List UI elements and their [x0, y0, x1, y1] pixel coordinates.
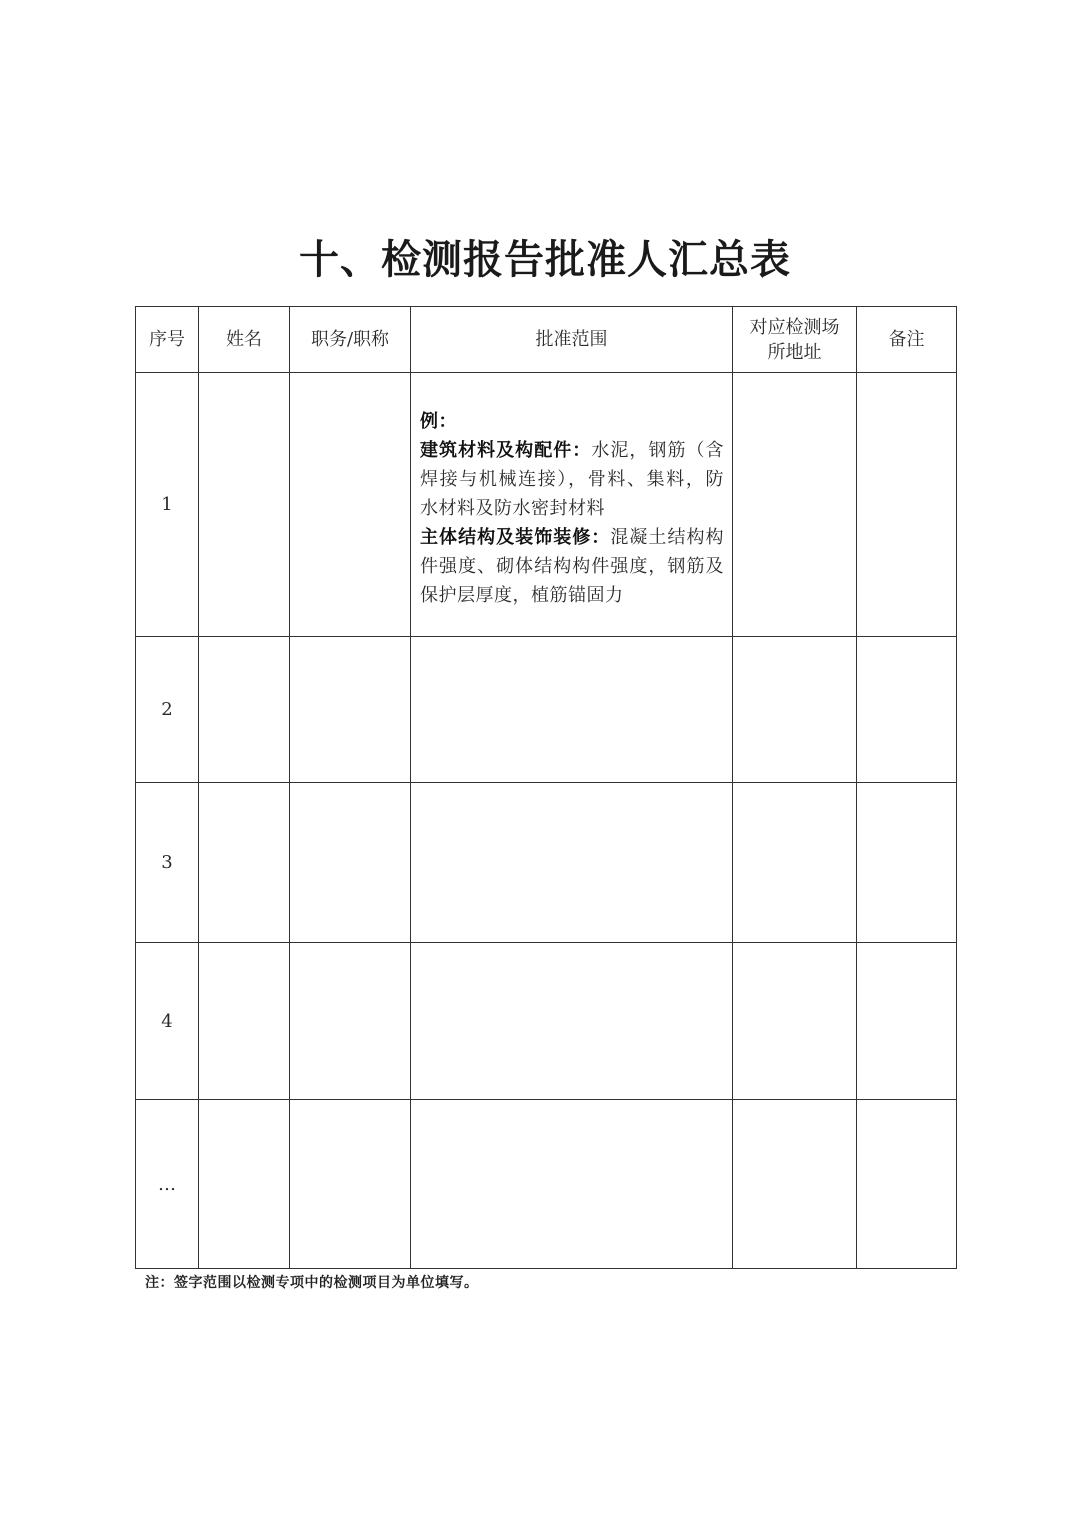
header-site-address [733, 307, 857, 373]
name-cell[interactable] [199, 637, 290, 783]
approver-summary-table [135, 306, 957, 1269]
header-seq: 序号 [136, 307, 199, 373]
header-name: 姓名 [199, 307, 290, 373]
seq-cell: 3 [136, 783, 199, 943]
position-cell[interactable] [290, 783, 411, 943]
header-site-line1: 对应检测场 [749, 316, 840, 338]
name-cell[interactable] [199, 373, 290, 637]
seq-cell: 4 [136, 943, 199, 1100]
table-row [136, 637, 957, 783]
header-scope: 批准范围 [411, 307, 733, 373]
seq-cell: … [136, 1100, 199, 1269]
category-label-materials: 建筑材料及构配件： [420, 440, 592, 461]
position-cell[interactable] [290, 943, 411, 1100]
category-text-materials: 水泥，钢筋（含焊接与机械连接），骨料、集料，防水材料及防水密封材料 [420, 440, 725, 519]
site-address-cell[interactable] [733, 637, 857, 783]
example-label: 例： [420, 411, 457, 432]
table-row [136, 783, 957, 943]
category-text-structure: 混凝土结构构件强度、砌体结构构件强度，钢筋及保护层厚度，植筋锚固力 [420, 527, 725, 606]
scope-example [411, 373, 732, 610]
table-row [136, 1100, 957, 1269]
header-position: 职务/职称 [290, 307, 411, 373]
position-cell[interactable] [290, 1100, 411, 1269]
position-cell[interactable] [290, 637, 411, 783]
header-site-line2: 所地址 [767, 341, 822, 363]
site-address-cell[interactable] [733, 943, 857, 1100]
site-address-cell[interactable] [733, 783, 857, 943]
scope-cell[interactable] [411, 637, 733, 783]
seq-cell: 1 [136, 373, 199, 637]
category-label-structure: 主体结构及装饰装修： [420, 527, 611, 548]
footnote: 注：签字范围以检测专项中的检测项目为单位填写。 [145, 1275, 479, 1291]
position-cell[interactable] [290, 373, 411, 637]
header-remark: 备注 [857, 307, 957, 373]
name-cell[interactable] [199, 1100, 290, 1269]
scope-cell[interactable] [411, 783, 733, 943]
table-header-row [136, 307, 957, 373]
table-row [136, 373, 957, 637]
name-cell[interactable] [199, 943, 290, 1100]
page-title: 十、检测报告批准人汇总表 [299, 237, 791, 283]
scope-cell[interactable] [411, 1100, 733, 1269]
scope-cell[interactable] [411, 943, 733, 1100]
remark-cell[interactable] [857, 637, 957, 783]
site-address-cell[interactable] [733, 373, 857, 637]
remark-cell[interactable] [857, 943, 957, 1100]
remark-cell[interactable] [857, 1100, 957, 1269]
name-cell[interactable] [199, 783, 290, 943]
site-address-cell[interactable] [733, 1100, 857, 1269]
remark-cell[interactable] [857, 373, 957, 637]
table-row [136, 943, 957, 1100]
seq-cell: 2 [136, 637, 199, 783]
scope-cell[interactable] [411, 373, 733, 637]
remark-cell[interactable] [857, 783, 957, 943]
